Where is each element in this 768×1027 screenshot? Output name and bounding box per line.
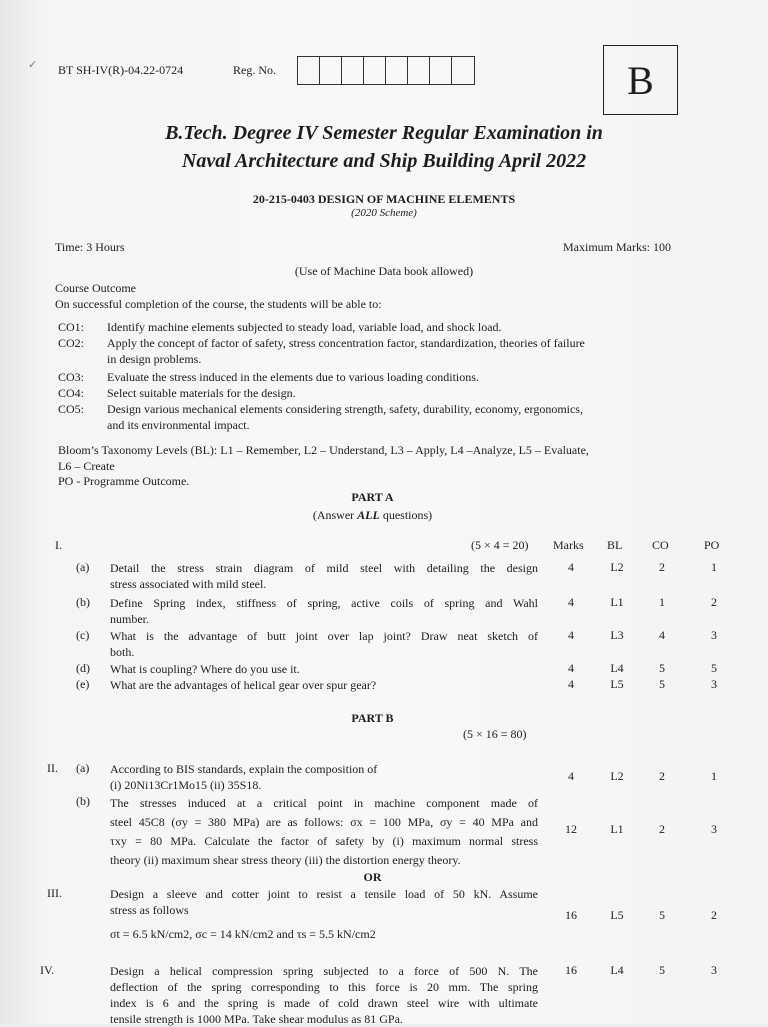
co-key: CO4: [58, 386, 85, 400]
bl-value: L2 [610, 769, 624, 783]
question-line: both. [110, 645, 135, 659]
sub-question-label: (a) [76, 761, 90, 775]
po-value: 5 [711, 661, 717, 675]
po-value: 2 [711, 908, 717, 922]
marks-value: 4 [568, 595, 574, 609]
reg-no-cell [430, 57, 452, 84]
bloom-levels: Bloom’s Taxonomy Levels (BL): L1 – Remember, L2 – Understand, L3 – Apply, L4 –Analyze, L5 – Evaluate, [58, 443, 589, 457]
question-text [110, 886, 538, 942]
question-line: tensile strength is 1000 MPa. Take shear modulus as 81 GPa. [110, 1012, 403, 1026]
data-book-note: (Use of Machine Data book allowed) [294, 264, 474, 278]
question-line: What is coupling? Where do you use it. [110, 662, 300, 676]
sub-question-label: (d) [76, 661, 90, 675]
marks-value: 4 [568, 628, 574, 642]
co-value: 5 [659, 908, 665, 922]
co-text: Design various mechanical elements considering strength, safety, durability, economy, ergonomics, [107, 402, 583, 416]
co-key: CO2: [58, 336, 85, 350]
question-text [110, 628, 538, 660]
co-value: 5 [659, 677, 665, 691]
po-value: 3 [711, 628, 717, 642]
question-number: I. [55, 538, 62, 552]
column-header-marks: Marks [553, 538, 584, 552]
question-line: Define Spring index, stiffness of spring, active coils of spring and Wahl [110, 596, 538, 610]
or-separator: OR [363, 870, 382, 884]
question-line: Detail the stress strain diagram of mild steel with detailing the design [110, 561, 538, 575]
question-line: According to BIS standards, explain the composition of [110, 762, 378, 776]
reg-no-label: Reg. No. [233, 63, 276, 77]
bl-value: L1 [610, 595, 624, 609]
paper-code: BT SH-IV(R)-04.22-0724 [58, 63, 184, 77]
po-value: 3 [711, 677, 717, 691]
co-key: CO1: [58, 320, 85, 334]
co-text: Apply the concept of factor of safety, stress concentration factor, standardization, theories of failure [107, 336, 585, 350]
bl-value: L4 [610, 963, 624, 977]
marks-value: 4 [568, 661, 574, 675]
po-value: 3 [711, 822, 717, 836]
question-line: What is the advantage of butt joint over lap joint? Draw neat sketch of [110, 629, 538, 643]
co-value: 2 [659, 822, 665, 836]
bl-value: L5 [610, 908, 624, 922]
exam-title-line1: B.Tech. Degree IV Semester Regular Examination in [165, 122, 603, 144]
question-number: III. [47, 886, 62, 900]
part-b-title: PART B [351, 711, 394, 725]
co-text: in design problems. [107, 352, 202, 366]
bl-value: L4 [610, 661, 624, 675]
subject-title: 20-215-0403 DESIGN OF MACHINE ELEMENTS [252, 192, 516, 206]
question-line: number. [110, 612, 149, 626]
question-line: steel 45C8 (σy = 380 MPa) are as follows: σx = 100 MPa, σy = 40 MPa and [110, 815, 538, 829]
sub-question-label: (c) [76, 628, 90, 642]
question-line: τxy = 80 MPa. Calculate the factor of safety by (i) maximum normal stress [110, 834, 538, 848]
co-text: and its environmental impact. [107, 418, 250, 432]
max-marks: Maximum Marks: 100 [563, 240, 671, 254]
scheme: (2020 Scheme) [351, 207, 417, 219]
sub-question-label: (a) [76, 560, 90, 574]
instruction-text: questions) [379, 508, 433, 522]
marks-value: 12 [565, 822, 577, 836]
bl-value: L2 [610, 560, 624, 574]
instruction-text: (Answer [312, 508, 358, 522]
co-value: 2 [659, 560, 665, 574]
co-text: Identify machine elements subjected to steady load, variable load, and shock load. [107, 320, 502, 334]
question-text [110, 963, 538, 1027]
question-line: deflection of the spring corresponding to this force is 20 mm. The spring [110, 980, 538, 994]
marks-value: 16 [565, 908, 577, 922]
po-value: 3 [711, 963, 717, 977]
question-text [110, 661, 538, 677]
reg-no-cell [298, 57, 320, 84]
column-header-po: PO [704, 538, 720, 552]
column-header-co: CO [652, 538, 669, 552]
question-line: index is 6 and the spring is made of cold drawn steel wire with ultimate [110, 996, 538, 1010]
reg-no-boxes [297, 56, 475, 85]
question-line: (i) 20Ni13Cr1Mo15 (ii) 35S18. [110, 778, 262, 792]
co-value: 5 [659, 661, 665, 675]
po-value: 1 [711, 769, 717, 783]
marks-value: 16 [565, 963, 577, 977]
reg-no-cell [364, 57, 386, 84]
question-text [110, 595, 538, 627]
question-line: What are the advantages of helical gear over spur gear? [110, 678, 377, 692]
marks-value: 4 [568, 560, 574, 574]
sub-question-label: (e) [76, 677, 90, 691]
question-line: Design a sleeve and cotter joint to resist a tensile load of 50 kN. Assume [110, 887, 538, 901]
bl-value: L1 [610, 822, 624, 836]
part-b-total: (5 × 16 = 80) [463, 727, 527, 741]
bl-value: L5 [610, 677, 624, 691]
question-line: The stresses induced at a critical point in machine component made of [110, 796, 538, 810]
co-value: 1 [659, 595, 665, 609]
question-text [110, 677, 538, 693]
co-value: 2 [659, 769, 665, 783]
question-line: stress as follows [110, 903, 189, 917]
po-value: 2 [711, 595, 717, 609]
question-set-box [603, 45, 678, 115]
question-text [110, 761, 538, 793]
co-text: Evaluate the stress induced in the elements due to various loading conditions. [107, 370, 479, 384]
sub-question-label: (b) [76, 595, 90, 609]
question-number: IV. [40, 963, 55, 977]
reg-no-cell [452, 57, 474, 84]
co-value: 5 [659, 963, 665, 977]
sub-question-label: (b) [76, 794, 90, 808]
course-outcome-intro: On successful completion of the course, the students will be able to: [55, 297, 382, 311]
part-a-title: PART A [351, 490, 394, 504]
part-a-instruction [0, 508, 745, 523]
reg-no-cell [386, 57, 408, 84]
question-line: σt = 6.5 kN/cm2, σc = 14 kN/cm2 and τs = 5.5 kN/cm2 [110, 927, 376, 941]
reg-no-cell [342, 57, 364, 84]
course-outcome-heading: Course Outcome [55, 281, 136, 295]
set-letter: B [627, 57, 654, 103]
question-line: theory (ii) maximum shear stress theory (iii) the distortion energy theory. [110, 853, 461, 867]
exam-title-line2: Naval Architecture and Ship Building April 2022 [181, 150, 587, 172]
po-value: 1 [711, 560, 717, 574]
question-text [110, 794, 538, 870]
question-line: stress associated with mild steel. [110, 577, 267, 591]
question-number: II. [47, 761, 58, 775]
part-a-total: (5 × 4 = 20) [471, 538, 529, 552]
time-allowed: Time: 3 Hours [55, 240, 125, 254]
pen-mark: ✓ [28, 59, 38, 71]
co-value: 4 [659, 628, 665, 642]
question-text [110, 560, 538, 592]
marks-value: 4 [568, 677, 574, 691]
reg-no-cell [408, 57, 430, 84]
bl-value: L3 [610, 628, 624, 642]
instruction-emphasis: ALL [357, 508, 380, 522]
question-line: Design a helical compression spring subjected to a force of 500 N. The [110, 964, 538, 978]
co-key: CO3: [58, 370, 85, 384]
co-text: Select suitable materials for the design. [107, 386, 296, 400]
po-definition: PO - Programme Outcome. [58, 474, 190, 488]
co-key: CO5: [58, 402, 85, 416]
column-header-bl: BL [607, 538, 623, 552]
bloom-levels-cont: L6 – Create [58, 459, 115, 473]
reg-no-cell [320, 57, 342, 84]
marks-value: 4 [568, 769, 574, 783]
